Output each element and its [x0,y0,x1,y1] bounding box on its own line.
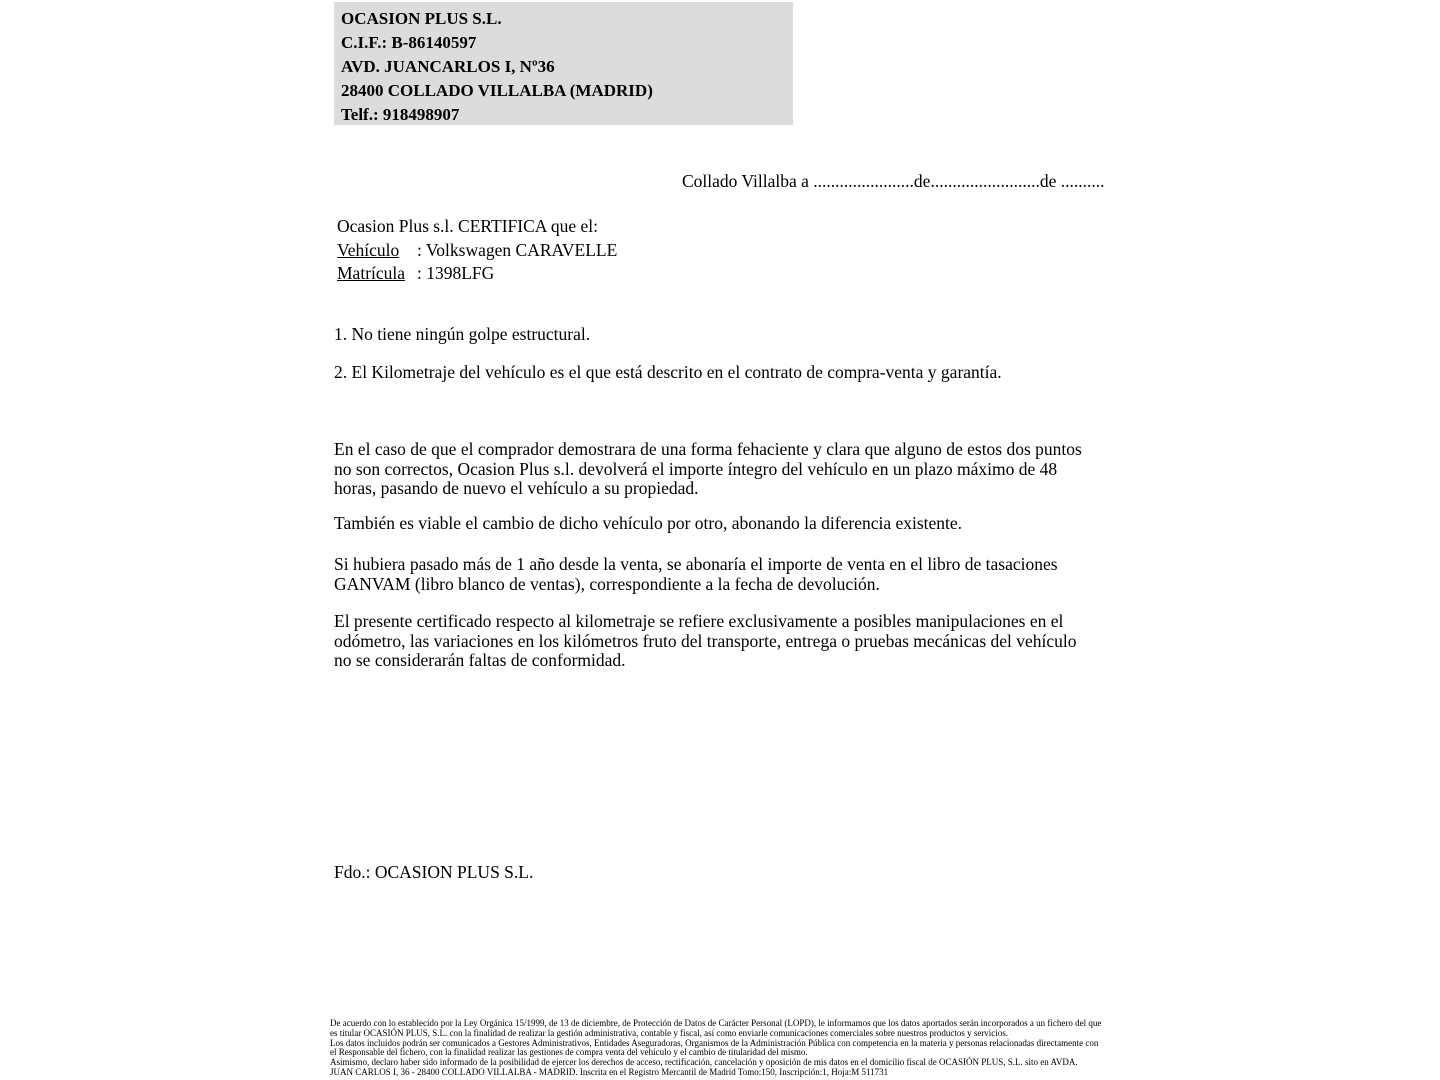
company-address: AVD. JUANCARLOS I, Nº36 [341,57,555,76]
vehicle-field [337,239,617,263]
certification-intro: Ocasion Plus s.l. CERTIFICA que el: [337,216,598,236]
plate-label: Matrícula [337,263,406,283]
vehicle-label: Vehículo [337,239,400,260]
point-1: 1. No tiene ningún golpe estructural. [334,324,591,344]
legal-paragraph-data-sharing: Los datos incluidos podrán ser comunicados a Gestores Administrativos, Entidades Aseguradoras, Organismos de la Administración Pública con competencia en la materia y personas relacionadas directamente con el Responsable del fichero, con la finalidad realizar las gestiones de compra venta del vehículo y el cambio de titularidad del mismo. [330,1037,1099,1058]
company-cif: C.I.F.: B-86140597 [341,33,477,52]
legal-paragraph-rights: Asimismo, declaro haber sido informado de la posibilidad de ejercer los derechos de acceso, rectificación, cancelación y oposición de mis datos en el domicilio fiscal de OCASIÓN PLUS, S.L. sito en AVDA. JUAN CARLOS I, 36 - 28400 COLLADO VILLALBA - MADRID. Inscrita en el Registro Mercantil de Madrid Tomo:150, Inscripción:1, Hoja:M 511731 [330,1057,1078,1077]
paragraph-exchange-option: También es viable el cambio de dicho vehículo por otro, abonando la diferencia existente. [334,513,963,533]
company-city: 28400 COLLADO VILLALBA (MADRID) [341,81,653,100]
legal-footer [330,1019,1102,1078]
company-name: OCASION PLUS S.L. [341,9,502,28]
date-line: Collado Villalba a .......................de.........................de .......... [682,171,1105,191]
paragraph-refund-terms: En el caso de que el comprador demostrara de una forma fehaciente y clara que alguno de estos dos puntos no son correctos, Ocasion Plus s.l. devolverá el importe íntegro del vehículo en un plazo máximo de 48 horas, pasando de nuevo el vehículo a su propiedad. [334,439,1082,499]
paragraph-ganvam-valuation: Si hubiera pasado más de 1 año desde la venta, se abonaría el importe de venta en el libro de tasaciones GANVAM (libro blanco de ventas), correspondiente a la fecha de devolución. [334,554,1058,594]
plate-value: : 1398LFG [417,263,495,283]
legal-paragraph-lopd: De acuerdo con lo establecido por la Ley Orgánica 15/1999, de 13 de diciembre, de Protección de Datos de Carácter Personal (LOPD), le informamos que los datos aportados serán incorporados a un fichero del que es titular OCASIÓN PLUS, S.L. con la finalidad de realizar la gestión administrativa, contable y fiscal, así como enviarle comunicaciones comerciales sobre nuestros productos y servicios. [330,1018,1102,1038]
company-header-box [334,2,793,125]
vehicle-value: : Volkswagen CARAVELLE [417,239,618,260]
signature-line: Fdo.: OCASION PLUS S.L. [334,862,534,882]
point-2: 2. El Kilometraje del vehículo es el que está descrito en el contrato de compra-venta y garantía. [334,361,1002,382]
certification-block [337,215,617,286]
certified-points [334,325,1104,400]
company-phone: Telf.: 918498907 [341,105,460,124]
plate-field [337,262,617,286]
paragraph-odometer-scope: El presente certificado respecto al kilometraje se refiere exclusivamente a posibles manipulaciones en el odómetro, las variaciones en los kilómetros fruto del transporte, entrega o pruebas mecánicas del vehículo no se considerarán faltas de conformidad. [334,611,1077,671]
